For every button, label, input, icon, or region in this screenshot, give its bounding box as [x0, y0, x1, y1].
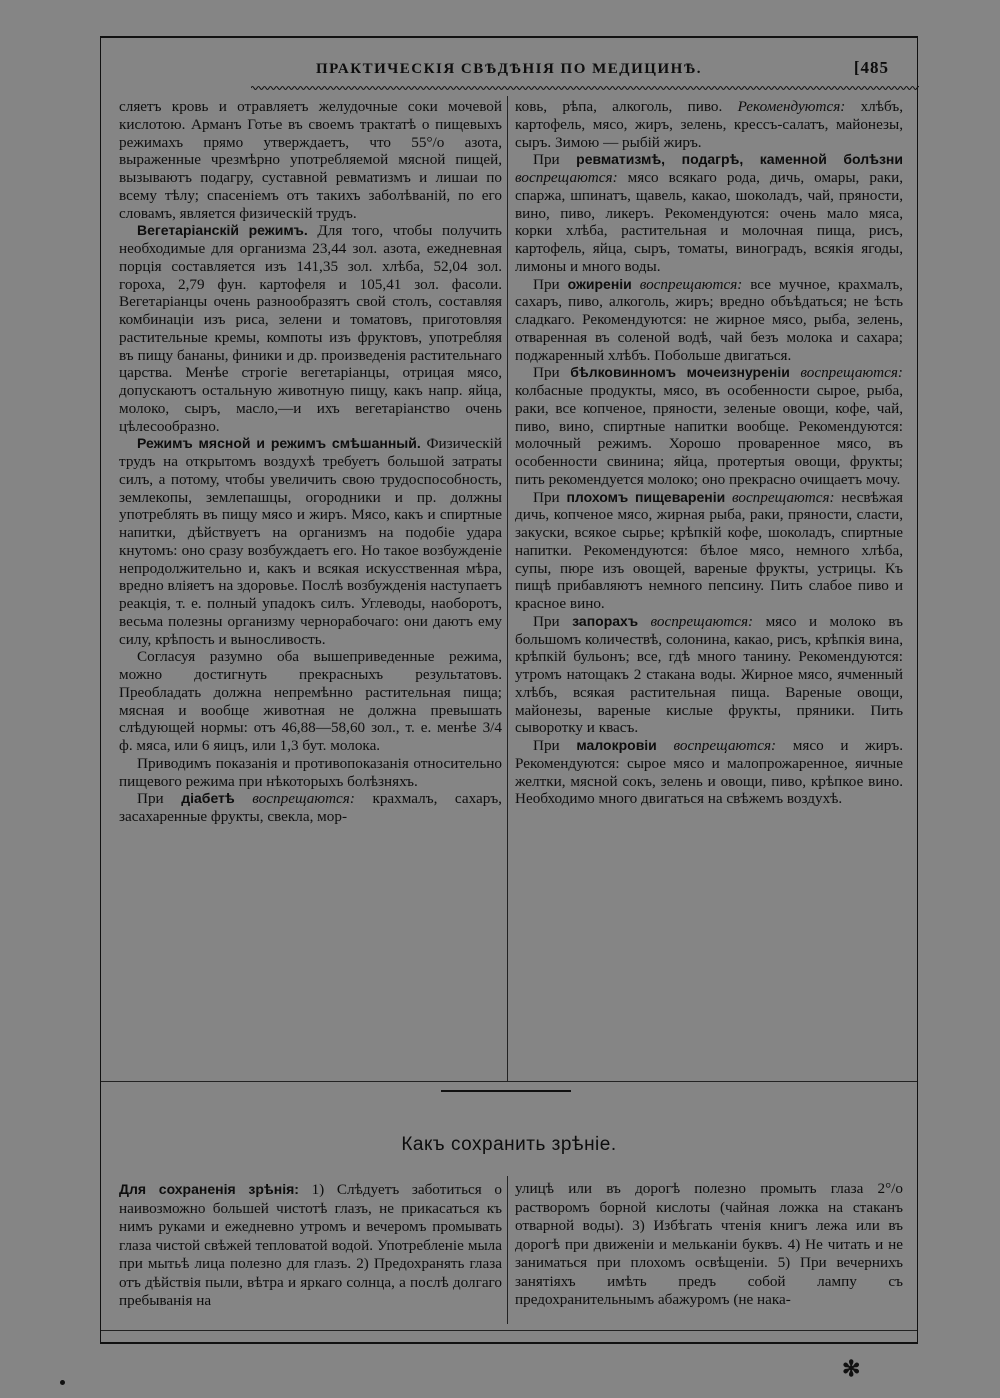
paragraph: [119, 755, 502, 791]
paragraph: [119, 435, 502, 648]
text-run-bold: малокровіи: [576, 737, 657, 753]
text-run-text: сляетъ кровь и отравляетъ желудочные соки мочевой кислотою. Арманъ Готье въ своемъ трактатѣ о пищевыхъ режимахъ прямо утверждаетъ, что 55°/о азота, выраженные чрезмѣрно употребляемой мясной пищей, вызываютъ подагру, суставной ревматизмъ и лишаи по всему тѣлу; спасеніемъ отъ такихъ заболѣваній, по его словамъ, является физическій трудъ.: [119, 98, 502, 222]
text-run-italic: воспрещаются:: [638, 612, 754, 630]
text-run-bold: бѣлковинномъ мочеизнуреніи: [570, 364, 790, 381]
left-column: [119, 98, 502, 826]
vision-text-left: 1) Слѣдуетъ заботиться о наивозможно большей чистотѣ глазъ, не прикасаться къ нимъ руками и ежедневно утромъ и вечеромъ промывать глаза чистой свѣжей тепловатой водой. Употребленіе мыла при мытьѣ лица полезно для глазъ. 2) Предохранять глаза отъ дѣйствія пыли, вѣтра и яркаго солнца, а послѣ долгаго пребыванія на: [119, 1181, 502, 1309]
text-run-text: При: [533, 275, 568, 293]
text-run-text: При: [533, 612, 573, 630]
right-column: [515, 98, 903, 808]
paragraph: [515, 276, 903, 365]
text-run-text: При: [533, 737, 577, 754]
section-divider: [101, 1081, 917, 1082]
paragraph: [515, 151, 903, 275]
text-run-rest: мясо и молоко въ большомъ количествѣ, солонина, какао, рисъ, крѣпкія вина, крѣпкій бульонъ; все, гдѣ много танину. Рекомендуются: утромъ натощакъ 2 стакана воды. Жирное мясо, ячменный хлѣбъ, всякая растительная пища. Вареные овощи, майонезы, вареные кислые фрукты, пряники. Пить сыворотку и квасъ.: [515, 612, 903, 737]
text-run-bold: Вегетаріанскій режимъ.: [137, 222, 308, 239]
paragraph: [515, 364, 903, 488]
text-run-italic: воспрещаются:: [725, 488, 835, 506]
text-run-rest: крахмалъ, сахаръ, засахаренные фрукты, свекла, мор-: [119, 790, 502, 825]
text-run-text: Приводимъ показанія и противопоказанія относительно пищевого режима при нѣкоторыхъ болѣзняхъ.: [119, 754, 502, 790]
vision-right-column: [515, 1180, 903, 1310]
vision-left-column: [119, 1180, 502, 1311]
text-run-bold: плохомъ пищевареніи: [566, 488, 726, 505]
text-run-italic: воспрещаются:: [789, 364, 903, 382]
text-run-italic: воспрещаются:: [631, 275, 743, 293]
vision-lead: Для сохраненія зрѣнія:: [119, 1181, 299, 1197]
column-divider-lower: [507, 1176, 508, 1324]
text-run-text: ковь, рѣпа, алкоголь, пиво.: [515, 98, 723, 115]
paragraph: [119, 648, 502, 755]
text-run-rest: мясо всякаго рода, дичь, омары, раки, спаржа, шпинатъ, щавель, какао, шоколадъ, чай, пряности, вино, пиво, ликеръ. Рекомендуются: очень мало мяса, корки хлѣба, растительная и молочная пища, рисъ, картофель, яйца, сыръ, томаты, виноградъ, всякія ягоды, лимоны и много воды.: [515, 169, 903, 275]
column-divider: [507, 96, 508, 1081]
bottom-rule: [101, 1330, 917, 1331]
paragraph: [119, 98, 502, 222]
section-title: Какъ сохранить зрѣніе.: [401, 1134, 617, 1155]
paragraph: [515, 98, 903, 151]
text-run-italic: воспрещаются:: [234, 790, 355, 808]
library-stamp: ✻: [842, 1356, 861, 1381]
text-run-bold: запорахъ: [572, 612, 639, 629]
text-run-rest: мясо и жиръ. Рекомендуются: сырое мясо и малопрожаренное, яичные желтки, мясной сокъ, зелень и овощи, пиво, крѣпкое вино. Необходимо много двигаться на свѣжемъ воздухѣ.: [515, 737, 903, 808]
text-run-text: При: [137, 790, 182, 808]
text-run-text: При: [533, 364, 571, 382]
paragraph: [515, 737, 903, 808]
page-number: [485: [853, 58, 889, 77]
text-run-bold: ревматизмѣ, подагрѣ, каменной болѣзни: [576, 151, 903, 168]
text-run-rest: несвѣжая дичь, копченое мясо, жирная рыба, раки, пряности, сласти, закуски, всякое сырье; крѣпкій кофе, шоколадъ, спиртные напитки. Рекомендуются: бѣлое мясо, немного хлѣба, супы, пюре изъ овощей, вареные фрукты, устрицы. Къ пищѣ прибавляютъ немного пепсину. Пить слабое пиво и красное вино.: [515, 488, 903, 612]
text-run-bold: ожиреніи: [567, 275, 632, 292]
text-run-text: При: [533, 488, 567, 506]
text-run-text: При: [533, 151, 577, 169]
wavy-rule: [251, 84, 919, 92]
paragraph: [515, 613, 903, 737]
text-run-italic: воспрещаются:: [656, 737, 777, 754]
text-run-italic: воспрещаются:: [515, 169, 618, 186]
text-run-text: Для того, чтобы получить необходимые для организма 23,44 зол. азота, ежедневная порція составляется изъ 141,35 зол. хлѣба, 52,04 зол. гороха, 2,79 фун. картофеля и 105,41 зол. фасоли. Вегетаріанцы очень разнообразятъ свой столъ, составляя комбинаціи изъ риса, зелени и томатовъ, приготовляя растительные кремы, компоты изъ фруктовъ, употребляя въ пищу бананы, финики и др. произведенія растительнаго царства. Менѣе строгіе вегетаріанцы, отрицая мясо, допускаютъ остальную животную пищу, какъ напр. яйца, молоко, сыръ, масло,—и ихъ вегетаріанство очень цѣлесообразно.: [119, 222, 502, 435]
vision-paragraph-left: [119, 1180, 502, 1311]
ink-dot: [60, 1380, 65, 1385]
text-run-text: Согласуя разумно оба вышеприведенные режима, можно достигнуть прекрасныхъ результатовъ. Преобладать должна непремѣнно растительная пища; мясная и вообще животная не должна превышать слѣдующей нормы: отъ 46,88—58,60 зол., т. е. менѣе 3/4 ф. мяса, или 6 яицъ, или 1,3 бут. молока.: [119, 648, 502, 754]
paragraph: [119, 790, 502, 826]
text-run-rest: хлѣбъ, картофель, мясо, жиръ, зелень, крессъ-салатъ, майонезы, сыръ. Зимою — рыбій жиръ.: [515, 98, 903, 151]
newspaper-page: [100, 36, 918, 1344]
text-run-rest: все мучное, крахмалъ, сахаръ, пиво, алкоголь, жиръ; вредно объѣдаться; не ѣсть сладкаго. Рекомендуются: не жирное мясо, рыба, зелень, отваренная въ соленой водѣ, чай безъ молока и сахара; поджаренный хлѣбъ. Побольше двигаться.: [515, 275, 903, 364]
running-title: ПРАКТИЧЕСКІЯ СВѢДѢНІЯ ПО МЕДИЦИНѢ.: [315, 61, 703, 77]
short-rule: [441, 1090, 571, 1092]
page-header: [101, 38, 917, 86]
paragraph: [119, 222, 502, 435]
vision-paragraph-right: улицѣ или въ дорогѣ полезно промыть глаза 2°/о растворомъ борной кислоты (чайная ложка на стаканъ отварной воды). 3) Избѣгать чтенія книгъ лежа или въ дорогѣ при движеніи и мельканіи буквъ. 4) Не читать и не заниматься при плохомъ освѣщеніи. 5) При вечернихъ занятіяхъ имѣть предъ собой лампу съ предохранительнымъ абажуромъ (не нака-: [515, 1180, 903, 1308]
text-run-italic: Рекомендуются:: [722, 98, 846, 115]
text-run-bold: діабетѣ: [181, 790, 235, 807]
text-run-rest: колбасные продукты, мясо, въ особенности сырое, рыба, раки, все копченое, пряности, зеленые овощи, кофе, чай, пиво, вино, спиртные напитки вообще. Рекомендуются: молочный режимъ. Хорошо проваренное мясо, въ особенности свинина; яйца, протертыя овощи, фрукты; пить рекомендуется молоко; оно прекрасно очищаетъ мочу.: [515, 382, 903, 488]
paragraph: [515, 489, 903, 613]
text-run-bold: Режимъ мясной и режимъ смѣшанный.: [137, 435, 421, 452]
text-run-text: Физическій трудъ на открытомъ воздухѣ требуетъ большой затраты силъ, а потому, чтобы увеличить свою трудоспособность, землекопы, землепашцы, огородники и пр. должны употреблять въ пищу мясо и жиръ. Мясо, какъ и спиртные напитки, дѣйствуетъ на организмъ на подобіе удара кнутомъ: оно сразу возбуждаетъ его. Но такое возбужденіе непродолжительно и, какъ и всякая искусственная мѣра, вредно вліяетъ на здоровье. Послѣ возбужденія наступаетъ реакція, т. е. полный упадокъ силъ. Углеводы, наоборотъ, весьма полезны организму чернорабочаго: они даютъ ему силу, крѣпость и выносливость.: [119, 435, 503, 648]
